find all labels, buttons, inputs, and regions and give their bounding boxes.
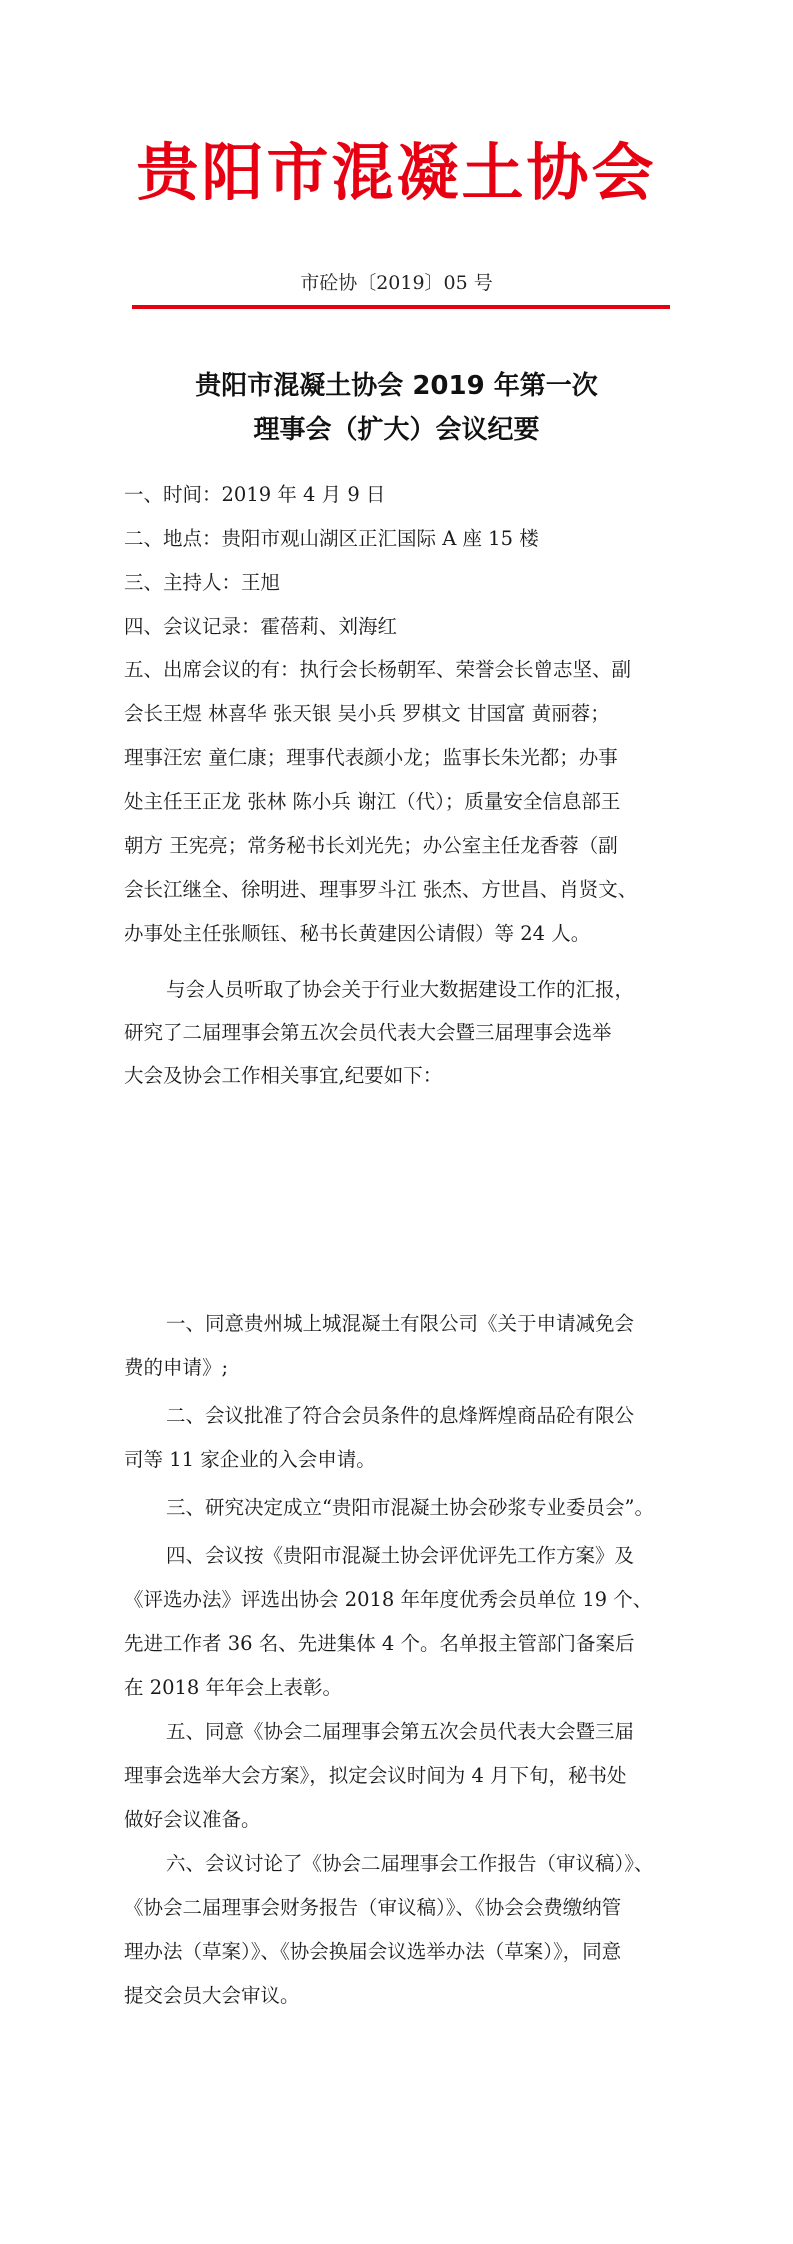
attendees-line: 五、出席会议的有：执行会长杨朝军、荣誉会长曾志坚、副	[124, 658, 632, 681]
meeting-place: 二、地点：贵阳市观山湖区正汇国际 A 座 15 楼	[124, 527, 539, 550]
attendees-line: 会长江继全、徐明进、理事罗斗江 张杰、方世昌、肖贤文、	[124, 878, 638, 901]
resolution-line: 提交会员大会审议。	[124, 1984, 300, 2007]
resolution-item-5	[124, 1710, 666, 1842]
meeting-time: 一、时间：2019 年 4 月 9 日	[124, 483, 386, 506]
document-title-line-2: 理事会（扩大）会议纪要	[253, 415, 540, 445]
document-number: 市砼协〔2019〕05 号	[300, 272, 493, 294]
resolution-line: 理事会选举大会方案》，拟定会议时间为 4 月下旬，秘书处	[124, 1764, 627, 1787]
attendees-line: 理事汪宏 童仁康；理事代表颜小龙；监事长朱光都；办事	[124, 746, 618, 769]
document-title-line-1: 贵阳市混凝土协会 2019 年第一次	[195, 371, 598, 401]
resolution-item-3	[124, 1486, 666, 1530]
intro-line: 与会人员听取了协会关于行业大数据建设工作的汇报，	[166, 978, 635, 1001]
resolution-line: 三、研究决定成立“贵阳市混凝土协会砂浆专业委员会”。	[166, 1496, 654, 1519]
resolution-line: 司等 11 家企业的入会申请。	[124, 1448, 376, 1471]
attendees-line: 办事处主任张顺钰、秘书长黄建因公请假）等 24 人。	[124, 922, 591, 945]
resolution-line: 《评选办法》评选出协会 2018 年年度优秀会员单位 19 个、	[124, 1588, 653, 1611]
intro-line: 大会及协会工作相关事宜,纪要如下：	[124, 1064, 443, 1087]
resolution-item-1	[124, 1302, 666, 1390]
intro-paragraph	[124, 968, 666, 1097]
red-separator-line	[132, 305, 670, 309]
resolution-item-6	[124, 1842, 666, 2018]
meeting-recorder: 四、会议记录：霍蓓莉、刘海红	[124, 615, 398, 638]
resolution-line: 《协会二届理事会财务报告（审议稿）》、《协会会费缴纳管	[124, 1896, 622, 1919]
resolution-item-2	[124, 1394, 666, 1482]
resolution-line: 在 2018 年年会上表彰。	[124, 1676, 343, 1699]
resolution-line: 费的申请》;	[124, 1356, 229, 1379]
resolution-line: 四、会议按《贵阳市混凝土协会评优评先工作方案》及	[166, 1544, 635, 1567]
masthead-title: 贵阳市混凝土协会	[136, 136, 657, 209]
attendees-line: 处主任王正龙 张林 陈小兵 谢江（代）；质量安全信息部王	[124, 790, 621, 813]
resolution-line: 六、会议讨论了《协会二届理事会工作报告（审议稿）》、	[166, 1852, 654, 1875]
attendees-line: 朝方 王宪亮；常务秘书长刘光先；办公室主任龙香蓉（副	[124, 834, 618, 857]
resolution-line: 五、同意《协会二届理事会第五次会员代表大会暨三届	[166, 1720, 635, 1743]
attendees-paragraph	[124, 648, 666, 956]
meeting-host: 三、主持人：王旭	[124, 571, 281, 594]
resolution-line: 理办法（草案）》、《协会换届会议选举办法（草案）》，同意	[124, 1940, 622, 1963]
resolution-line: 先进工作者 36 名、先进集体 4 个。名单报主管部门备案后	[124, 1632, 635, 1655]
resolution-item-4	[124, 1534, 666, 1710]
resolution-line: 一、同意贵州城上城混凝土有限公司《关于申请减免会	[166, 1312, 635, 1335]
attendees-line: 会长王煜 林喜华 张天银 吴小兵 罗棋文 甘国富 黄丽蓉；	[124, 702, 610, 725]
intro-line: 研究了二届理事会第五次会员代表大会暨三届理事会选举	[124, 1021, 612, 1044]
resolution-line: 做好会议准备。	[124, 1808, 261, 1831]
resolution-line: 二、会议批准了符合会员条件的息烽辉煌商品砼有限公	[166, 1404, 635, 1427]
